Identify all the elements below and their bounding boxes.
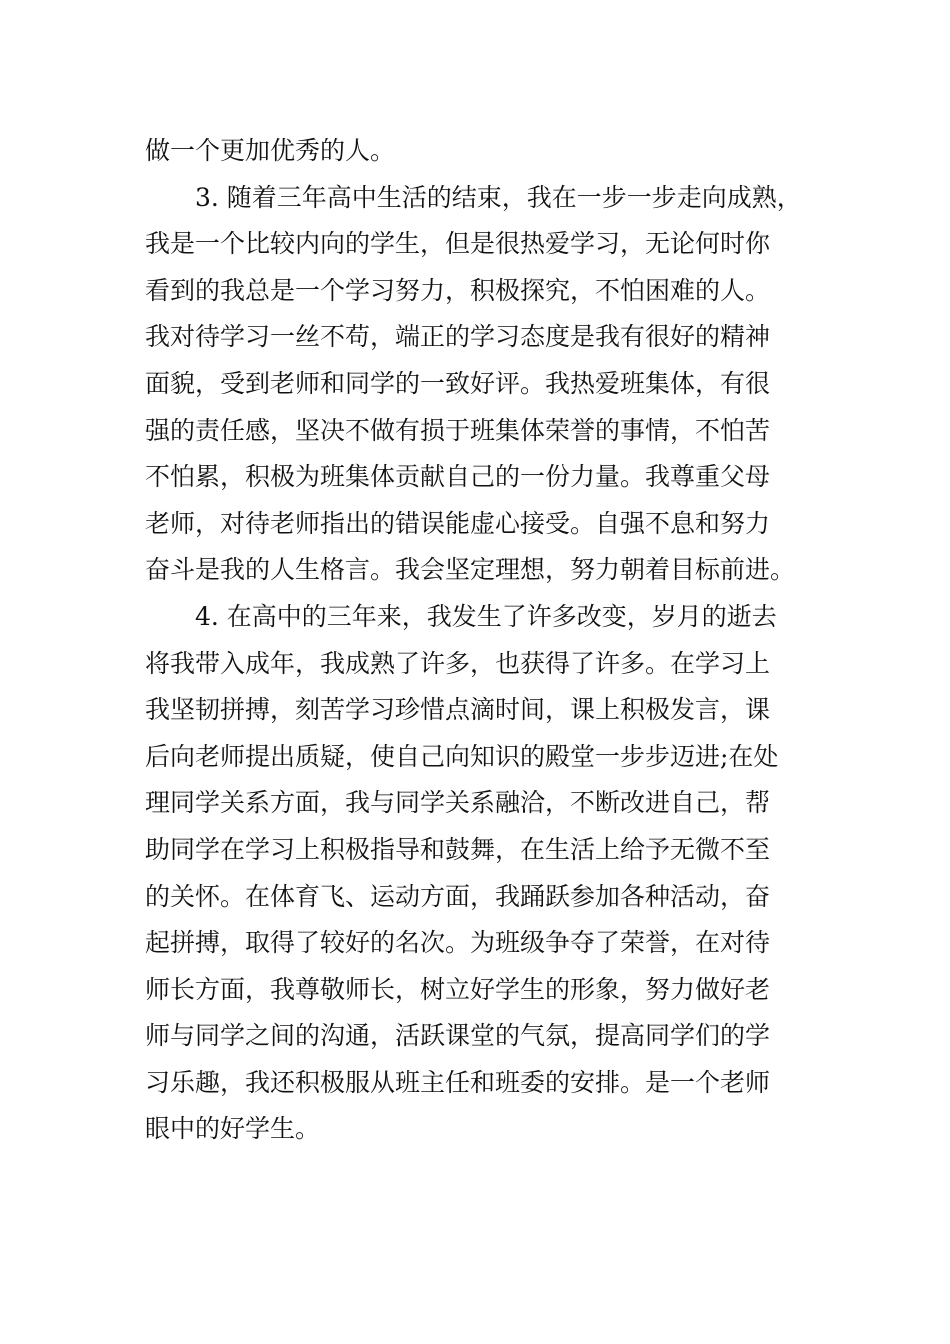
text-line: 我坚韧拼搏，刻苦学习珍惜点滴时间，课上积极发言，课 [145,695,771,725]
text-line: 的关怀。在体育飞、运动方面，我踊跃参加各种活动，奋 [145,881,771,911]
text-line: 后向老师提出质疑，使自己向知识的殿堂一步步迈进;在处 [145,741,779,771]
text-line: 我对待学习一丝不苟，端正的学习态度是我有很好的精神 [145,322,771,352]
text-line: 眼中的好学生。 [145,1114,321,1144]
text-line: 我是一个比较内向的学生，但是很热爱学习，无论何时你 [145,229,771,259]
body-text [145,128,815,1153]
text-line-paragraph-start: 4. 在高中的三年来，我发生了许多改变，岁月的逝去 [195,601,777,631]
text-line: 做一个更加优秀的人。 [145,136,396,165]
text-line: 不怕累，积极为班集体贡献自己的一份力量。我尊重父母 [145,462,771,492]
text-line: 起拼搏，取得了较好的名次。为班级争夺了荣誉，在对待 [145,928,771,958]
text-line-paragraph-start: 3. 随着三年高中生活的结束，我在一步一步走向成熟， [195,182,802,212]
text-line: 奋斗是我的人生格言。我会坚定理想，努力朝着目标前进。 [145,555,796,585]
text-line: 理同学关系方面，我与同学关系融洽，不断改进自己，帮 [145,788,771,818]
text-line: 强的责任感，坚决不做有损于班集体荣誉的事情，不怕苦 [145,415,771,445]
text-line: 将我带入成年，我成熟了许多，也获得了许多。在学习上 [145,648,771,678]
text-line: 师与同学之间的沟通，活跃课堂的气氛，提高同学们的学 [145,1021,771,1051]
text-line: 习乐趣，我还积极服从班主任和班委的安排。是一个老师 [145,1067,771,1097]
text-line: 师长方面，我尊敬师长，树立好学生的形象，努力做好老 [145,974,771,1004]
text-line: 面貌，受到老师和同学的一致好评。我热爱班集体，有很 [145,368,771,398]
text-line: 老师，对待老师指出的错误能虚心接受。自强不息和努力 [145,508,771,538]
text-line: 助同学在学习上积极指导和鼓舞，在生活上给予无微不至 [145,834,771,864]
text-line: 看到的我总是一个学习努力，积极探究，不怕困难的人。 [145,275,771,305]
